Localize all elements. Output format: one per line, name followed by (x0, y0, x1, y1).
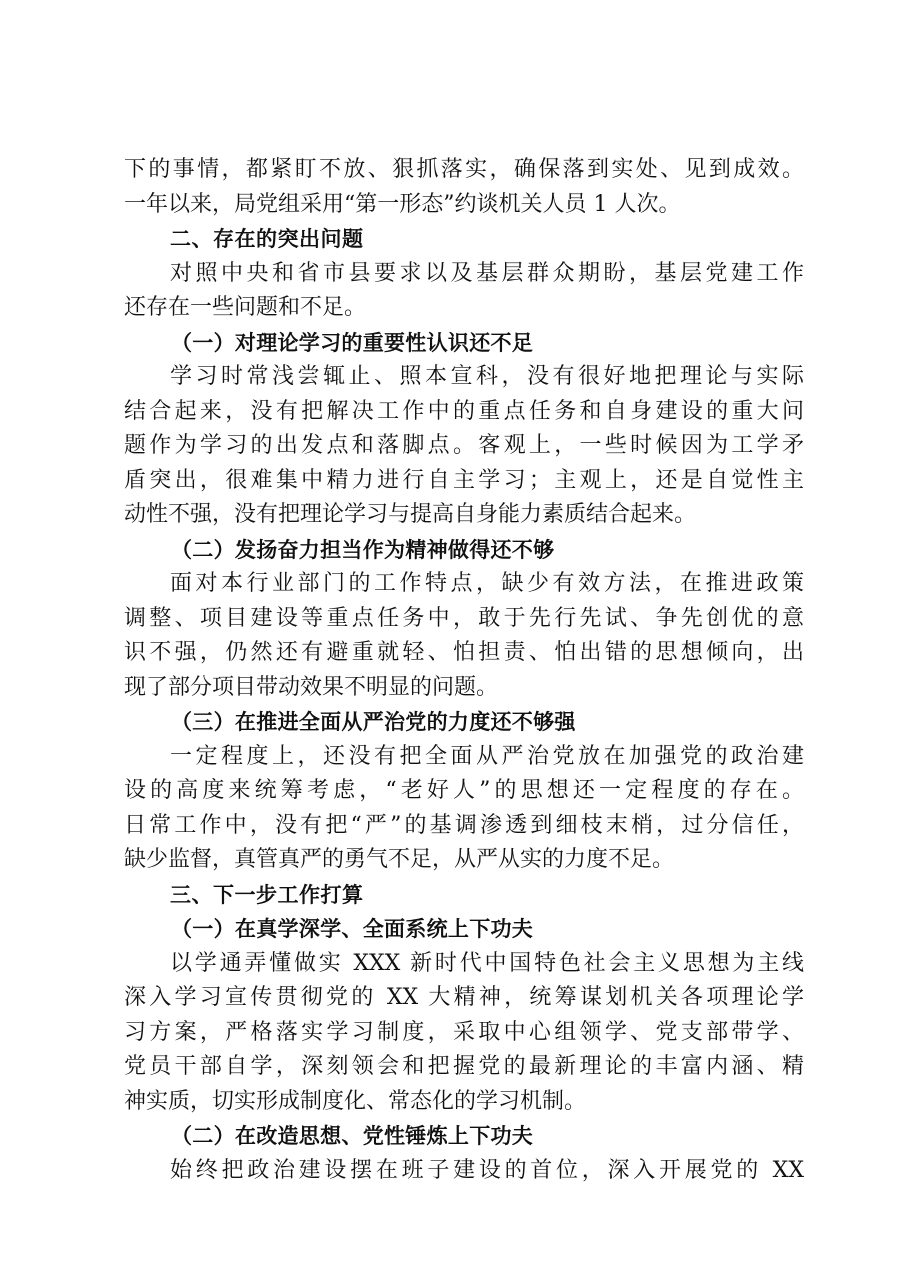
paragraph-line: 面对本行业部门的工作特点，缺少有效方法，在推进政策 (170, 571, 804, 596)
paragraph-line: 动性不强，没有把理论学习与提高自身能力素质结合起来。 (124, 502, 697, 527)
subsection-heading: （一）对理论学习的重要性认识还不足 (171, 329, 534, 355)
paragraph-line: 日常工作中，没有把“严”的基调渗透到细枝末梢，过分信任， (124, 812, 804, 838)
paragraph-line: 设的高度来统筹考虑，“老好人”的思想还一定程度的存在。 (124, 778, 804, 803)
paragraph-line: 题作为学习的出发点和落脚点。客观上，一些时候因为工学矛 (124, 433, 804, 458)
section-heading: 二、存在的突出问题 (170, 227, 364, 251)
subsection-heading: （二）发扬奋力担当作为精神做得还不够 (171, 536, 555, 562)
paragraph-line: 结合起来，没有把解决工作中的重点任务和自身建设的重大问 (124, 398, 804, 424)
paragraph-line: 对照中央和省市县要求以及基层群众期盼，基层党建工作 (170, 260, 804, 286)
section-heading: 三、下一步工作打算 (170, 882, 364, 907)
paragraph-line: 识不强，仍然还有避重就轻、怕担责、怕出错的思想倾向，出 (124, 640, 804, 665)
paragraph-line: 调整、项目建设等重点任务中，敢于先行先试、争先创优的意 (124, 605, 804, 631)
document-body (124, 153, 804, 1188)
paragraph-line: 始终把政治建设摆在班子建设的首位，深入开展党的 XX (170, 1157, 804, 1183)
subsection-heading: （三）在推进全面从严治党的力度还不够强 (171, 709, 576, 734)
paragraph-line: 盾突出，很难集中精力进行自主学习；主观上，还是自觉性主 (124, 467, 804, 493)
paragraph-line: 下的事情，都紧盯不放、狠抓落实，确保落到实处、见到成效。 (124, 157, 804, 182)
paragraph-line: 习方案，严格落实学习制度，采取中心组领学、党支部带学、 (124, 1019, 804, 1045)
paragraph-line: 一定程度上，还没有把全面从严治党放在加强党的政治建 (170, 743, 804, 769)
paragraph-line: 深入学习宣传贯彻党的 XX 大精神，统筹谋划机关各项理论学 (124, 985, 804, 1010)
paragraph-line: 以学通弄懂做实 XXX 新时代中国特色社会主义思想为主线 (170, 950, 804, 976)
subsection-heading: （一）在真学深学、全面系统上下功夫 (171, 916, 534, 941)
paragraph-line: 缺少监督，真管真严的勇气不足，从严从实的力度不足。 (124, 847, 675, 872)
subsection-heading: （二）在改造思想、党性锤炼上下功夫 (171, 1123, 534, 1148)
paragraph-line: 现了部分项目带动效果不明显的问题。 (124, 674, 499, 700)
paragraph-line: 一年以来，局党组采用“第一形态”约谈机关人员 1 人次。 (124, 191, 681, 217)
paragraph-line: 党员干部自学，深刻领会和把握党的最新理论的丰富内涵、精 (124, 1054, 804, 1079)
paragraph-line: 还存在一些问题和不足。 (124, 295, 367, 320)
paragraph-line: 学习时常浅尝辄止、照本宣科，没有很好地把理论与实际 (170, 364, 804, 389)
paragraph-line: 神实质，切实形成制度化、常态化的学习机制。 (124, 1088, 587, 1114)
